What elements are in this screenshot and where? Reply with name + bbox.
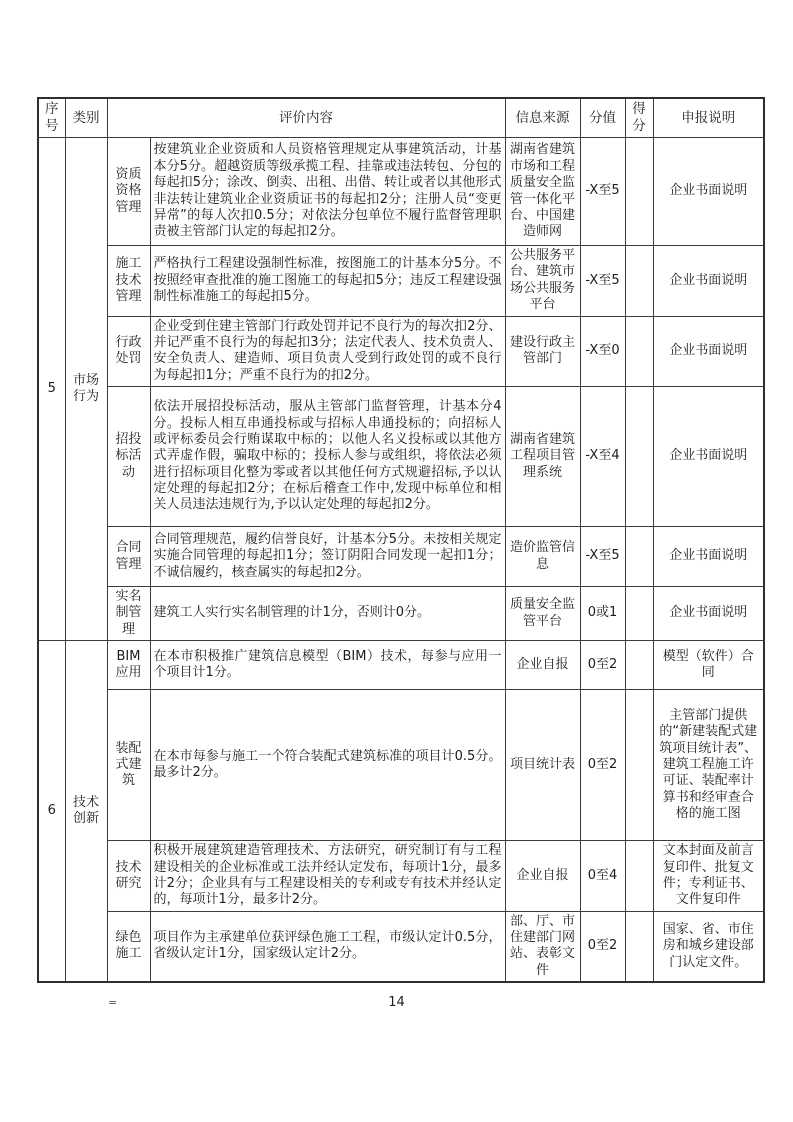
table-row	[38, 690, 764, 841]
points-cell	[625, 587, 653, 641]
content-cell: 合同管理规范，履约信誉良好，计基本分5分。未按相关规定实施合同管理的每起扣1分；签订阴阳合同发现一起扣1分；不诚信履约，核查属实的每起扣2分。	[150, 527, 505, 587]
points-cell	[625, 690, 653, 841]
header-source: 信息来源	[505, 98, 580, 138]
page-number: 14	[388, 995, 405, 1010]
content-cell: 在本市积极推广建筑信息模型（BIM）技术，每参与应用一个项目计1分。	[150, 641, 505, 690]
declaration-cell: 企业书面说明	[653, 316, 764, 387]
table-row	[38, 246, 764, 317]
source-cell: 湖南省建筑工程项目管理系统	[505, 387, 580, 527]
header-score: 分值	[580, 98, 625, 138]
points-cell	[625, 138, 653, 246]
table-row	[38, 841, 764, 912]
score-cell: 0至2	[580, 641, 625, 690]
declaration-cell: 企业书面说明	[653, 138, 764, 246]
evaluation-table	[37, 97, 765, 983]
source-cell: 企业自报	[505, 841, 580, 912]
declaration-cell: 企业书面说明	[653, 246, 764, 317]
source-cell: 公共服务平台、建筑市场公共服务平台	[505, 246, 580, 317]
header-row	[38, 98, 764, 138]
subcategory-cell: 行政处罚	[107, 316, 150, 387]
subcategory-cell: 绿色施工	[107, 911, 150, 982]
category-group-6: 技术创新	[65, 641, 107, 983]
points-cell	[625, 911, 653, 982]
table-row	[38, 911, 764, 982]
declaration-cell: 国家、省、市住房和城乡建设部门认定文件。	[653, 911, 764, 982]
declaration-cell: 主管部门提供的“新建装配式建筑项目统计表”、建筑工程施工许可证、装配率计算书和经审查合格的施工图	[653, 690, 764, 841]
subcategory-cell: 实名制管理	[107, 587, 150, 641]
table-row	[38, 316, 764, 387]
table-row	[38, 641, 764, 690]
score-cell: 0至2	[580, 911, 625, 982]
header-declaration: 申报说明	[653, 98, 764, 138]
header-content: 评价内容	[107, 98, 505, 138]
score-cell: 0至2	[580, 690, 625, 841]
declaration-cell: 文本封面及前言复印件、批复文件；专利证书、文件复印件	[653, 841, 764, 912]
points-cell	[625, 387, 653, 527]
header-points: 得分	[625, 98, 653, 138]
subcategory-cell: 合同管理	[107, 527, 150, 587]
subcategory-cell: 资质资格管理	[107, 138, 150, 246]
declaration-cell: 企业书面说明	[653, 527, 764, 587]
source-cell: 企业自报	[505, 641, 580, 690]
content-cell: 在本市每参与施工一个符合装配式建筑标准的项目计0.5分。最多计2分。	[150, 690, 505, 841]
table-row	[38, 387, 764, 527]
content-cell: 建筑工人实行实名制管理的计1分，否则计0分。	[150, 587, 505, 641]
score-cell: 0至4	[580, 841, 625, 912]
points-cell	[625, 316, 653, 387]
source-cell: 质量安全监管平台	[505, 587, 580, 641]
declaration-cell: 企业书面说明	[653, 587, 764, 641]
source-cell: 造价监管信息	[505, 527, 580, 587]
category-group-5: 市场行为	[65, 138, 107, 641]
subcategory-cell: 技术研究	[107, 841, 150, 912]
score-cell: -X至4	[580, 387, 625, 527]
content-cell: 积极开展建筑建造管理技术、方法研究，研究制订有与工程建设相关的企业标准或工法并经认定发布，每项计1分，最多计2分；企业具有与工程建设相关的专利或专有技术并经认定的，每项计1分，最多计2分。	[150, 841, 505, 912]
content-cell: 企业受到住建主管部门行政处罚并记不良行为的每次扣2分、并记严重不良行为的每起扣3分；法定代表人、技术负责人、安全负责人、建造师、项目负责人受到行政处罚的或不良行为每起扣1分；严重不良行为的扣2分。	[150, 316, 505, 387]
points-cell	[625, 527, 653, 587]
subcategory-cell: BIM应用	[107, 641, 150, 690]
score-cell: 0或1	[580, 587, 625, 641]
footer-equals-mark: =	[108, 996, 118, 1009]
table-row	[38, 587, 764, 641]
header-category: 类别	[65, 98, 107, 138]
content-cell: 依法开展招投标活动，服从主管部门监督管理，计基本分4分。投标人相互串通投标或与招标人串通投标的；向招标人或评标委员会行贿谋取中标的；以他人名义投标或以其他方式弄虚作假，骗取中标的；投标人参与或组织，将依法必须进行招标项目化整为零或者以其他任何方式规避招标,予以认定处理的每起扣2分；在标后稽查工作中,发现中标单位和相关人员违法违规行为,予以认定处理的每起扣2分。	[150, 387, 505, 527]
subcategory-cell: 施工技术管理	[107, 246, 150, 317]
table-row	[38, 138, 764, 246]
source-cell: 项目统计表	[505, 690, 580, 841]
score-cell: -X至5	[580, 246, 625, 317]
source-cell: 湖南省建筑市场和工程质量安全监管一体化平台、中国建造师网	[505, 138, 580, 246]
score-cell: -X至5	[580, 138, 625, 246]
points-cell	[625, 841, 653, 912]
header-seq: 序号	[38, 98, 65, 138]
subcategory-cell: 装配式建筑	[107, 690, 150, 841]
source-cell: 建设行政主管部门	[505, 316, 580, 387]
declaration-cell: 模型（软件）合同	[653, 641, 764, 690]
seq-group-6: 6	[38, 641, 65, 983]
seq-group-5: 5	[38, 138, 65, 641]
score-cell: -X至0	[580, 316, 625, 387]
content-cell: 严格执行工程建设强制性标准，按图施工的计基本分5分。不按照经审查批准的施工图施工的每起扣5分；违反工程建设强制性标准施工的每起扣5分。	[150, 246, 505, 317]
points-cell	[625, 246, 653, 317]
score-cell: -X至5	[580, 527, 625, 587]
content-cell: 按建筑业企业资质和人员资格管理规定从事建筑活动，计基本分5分。超越资质等级承揽工程、挂靠或违法转包、分包的每起扣5分；涂改、倒卖、出租、出借、转让或者以其他形式非法转让建筑业企业资质证书的每起扣2分；注册人员“变更异常”的每人次扣0.5分；对依法分包单位不履行监督管理职责被主管部门认定的每起扣2分。	[150, 138, 505, 246]
source-cell: 部、厅、市住建部门网站、表彰文件	[505, 911, 580, 982]
table-row	[38, 527, 764, 587]
declaration-cell: 企业书面说明	[653, 387, 764, 527]
content-cell: 项目作为主承建单位获评绿色施工工程，市级认定计0.5分，省级认定计1分，国家级认定计2分。	[150, 911, 505, 982]
subcategory-cell: 招投标活动	[107, 387, 150, 527]
points-cell	[625, 641, 653, 690]
